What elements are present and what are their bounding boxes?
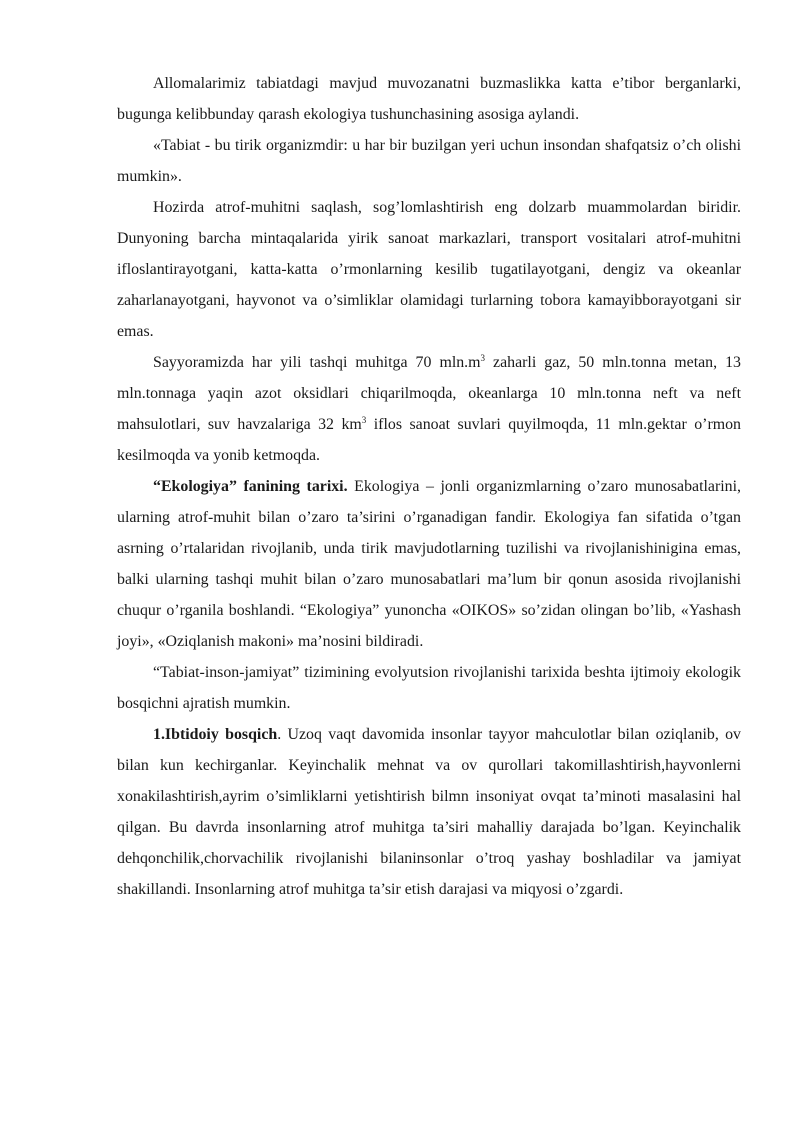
superscript-3: 3 <box>361 415 367 425</box>
pollution-stats-text-3: iflos sanoat suvlari quyilmoqda, 11 mln.gektar o’rmon kesilmoqda va yonib ketmoqda. <box>117 416 742 464</box>
section-heading-ecology-history: “Ekologiya” fanining tarixi. <box>153 478 348 495</box>
paragraph-primitive-stage <box>117 719 741 905</box>
primitive-stage-text: . Uzoq vaqt davomida insonlar tayyor mahculotlar bilan oziqlanib, ov bilan kun kechirganlar. Keyinchalik mehnat va ov qurollari takomillashtirish,hayvonlerni xonakilashtirish,ayrim o’simliklarni yetishtirish bilmn insoniyat ovqat ta’minoti masalasini hal qilgan. Bu davrda insonlarning atrof muhitga ta’siri mahalliy darajada bo’lgan. Keyinchalik dehqonchilik,chorvachilik rivojlanishi bilaninsonlar o’troq yashay boshladilar va jamiyat shakillandi. Insonlarning atrof muhitga ta’sir etish darajasi va miqyosi o’zgardi. <box>117 726 742 898</box>
paragraph-intro: Allomalarimiz tabiatdagi mavjud muvozanatni buzmaslikka katta e’tibor berganlarki, bugunga kelibbunday qarash ekologiya tushunchasining asosiga aylandi. <box>117 75 741 123</box>
paragraph-quote: «Tabiat - bu tirik organizmdir: u har bir buzilgan yeri uchun insondan shafqatsiz o’ch olishi mumkin». <box>117 137 741 185</box>
paragraph-pollution-stats <box>117 347 741 471</box>
document-page <box>117 68 741 905</box>
pollution-stats-text-1: Sayyoramizda har yili tashqi muhitga 70 mln.m <box>153 354 481 371</box>
paragraph-five-stages: “Tabiat-inson-jamiyat” tizimining evolyutsion rivojlanishi tarixida beshta ijtimoiy ekologik bosqichni ajratish mumkin. <box>117 664 741 712</box>
section-heading-primitive-stage: 1.Ibtidoiy bosqich <box>153 726 278 743</box>
superscript-3: 3 <box>480 353 486 363</box>
pollution-stats-text-2: zaharli gaz, 50 mln.tonna metan, 13 mln.tonnaga yaqin azot oksidlari chiqarilmoqda, okeanlarga 10 mln.tonna neft va neft mahsulotlari, suv havzalariga 32 km <box>117 354 741 433</box>
paragraph-current-problems: Hozirda atrof-muhitni saqlash, sog’lomlashtirish eng dolzarb muammolardan biridir. Dunyoning barcha mintaqalarida yirik sanoat markazlari, transport vositalari atrof-muhitni ifloslantirayotgani, katta-katta o’rmonlarning kesilib tugatilayotgani, dengiz va okeanlar zaharlanayotgani, hayvonot va o’simliklar olamidagi turlarning tobora kamayibborayotgani sir emas. <box>117 199 741 340</box>
ecology-history-text: Ekologiya – jonli organizmlarning o’zaro munosabatlarini, ularning atrof-muhit bilan o’zaro ta’sirini o’rganadigan fandir. Ekologiya fan sifatida o’tgan asrning o’rtalaridan rivojlanib, unda tirik mavjudotlarning tuzilishi va rivojlanishinigina emas, balki ularning tashqi muhit bilan o’zaro munosabatlari ma’lum bir qonun asosida rivojlanishi chuqur o’rganila boshlandi. “Ekologiya” yunoncha «OIKOS» so’zidan olingan bo’lib, «Yashash joyi», «Oziqlanish makoni» ma’nosini bildiradi. <box>117 478 741 650</box>
paragraph-ecology-history <box>117 471 741 657</box>
